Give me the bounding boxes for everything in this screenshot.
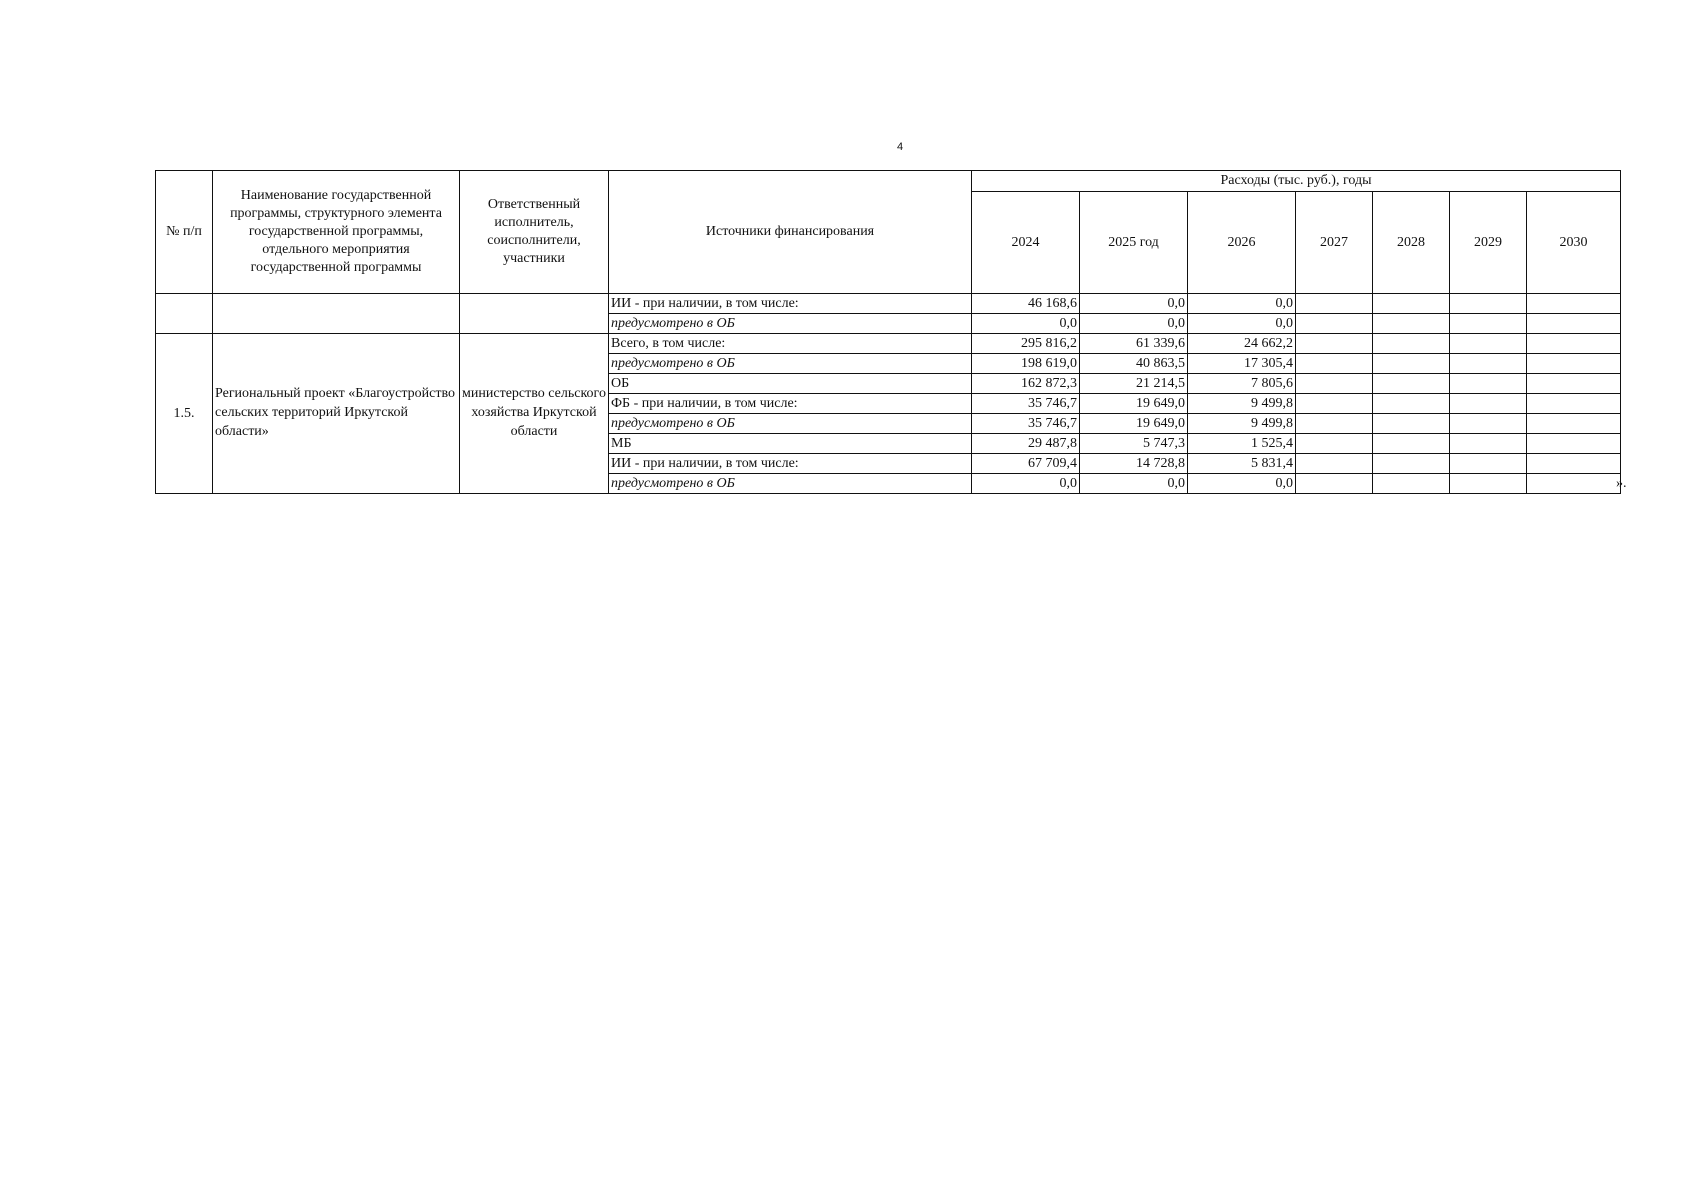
header-year-2025: 2025 год	[1080, 192, 1188, 294]
expense-value-2026: 0,0	[1188, 314, 1296, 334]
header-year-2029: 2029	[1450, 192, 1527, 294]
expense-value-2024: 162 872,3	[972, 374, 1080, 394]
expense-value-2024: 295 816,2	[972, 334, 1080, 354]
expense-value-2025: 21 214,5	[1080, 374, 1188, 394]
responsible-executor	[460, 294, 609, 334]
expense-value-2026: 9 499,8	[1188, 414, 1296, 434]
expense-value-2028	[1373, 454, 1450, 474]
table-body-1-5	[156, 334, 1621, 494]
expense-value-2025: 19 649,0	[1080, 394, 1188, 414]
expense-value-2029	[1450, 394, 1527, 414]
header-year-2026: 2026	[1188, 192, 1296, 294]
expense-value-2030	[1527, 474, 1621, 494]
expense-value-2027	[1296, 454, 1373, 474]
expense-value-2025: 40 863,5	[1080, 354, 1188, 374]
expense-value-2027	[1296, 354, 1373, 374]
expense-value-2030	[1527, 414, 1621, 434]
expense-value-2027	[1296, 294, 1373, 314]
expense-value-2028	[1373, 414, 1450, 434]
expense-value-2026: 0,0	[1188, 294, 1296, 314]
expense-value-2027	[1296, 314, 1373, 334]
expense-value-2024: 0,0	[972, 474, 1080, 494]
expense-value-2025: 5 747,3	[1080, 434, 1188, 454]
expense-value-2030	[1527, 454, 1621, 474]
expense-value-2026: 7 805,6	[1188, 374, 1296, 394]
row-number: 1.5.	[156, 334, 213, 494]
expense-value-2027	[1296, 434, 1373, 454]
expense-value-2029	[1450, 434, 1527, 454]
expense-value-2030	[1527, 434, 1621, 454]
funding-source: ИИ - при наличии, в том числе:	[609, 454, 972, 474]
funding-source: Всего, в том числе:	[609, 334, 972, 354]
funding-source: ОБ	[609, 374, 972, 394]
expense-value-2028	[1373, 374, 1450, 394]
header-year-2027: 2027	[1296, 192, 1373, 294]
expense-value-2028	[1373, 474, 1450, 494]
expense-value-2026: 9 499,8	[1188, 394, 1296, 414]
expense-value-2029	[1450, 314, 1527, 334]
expense-value-2025: 14 728,8	[1080, 454, 1188, 474]
expense-value-2029	[1450, 354, 1527, 374]
expense-value-2030	[1527, 394, 1621, 414]
header-num: № п/п	[156, 171, 213, 294]
expense-value-2028	[1373, 294, 1450, 314]
expense-value-2025: 0,0	[1080, 294, 1188, 314]
funding-source: предусмотрено в ОБ	[609, 314, 972, 334]
expense-value-2026: 1 525,4	[1188, 434, 1296, 454]
expense-value-2028	[1373, 434, 1450, 454]
expense-value-2027	[1296, 374, 1373, 394]
expense-value-2024: 67 709,4	[972, 454, 1080, 474]
header-year-2024: 2024	[972, 192, 1080, 294]
closing-quote: ».	[1616, 476, 1627, 491]
row-number	[156, 294, 213, 334]
table-row	[156, 334, 1621, 354]
expense-value-2024: 46 168,6	[972, 294, 1080, 314]
expense-value-2026: 24 662,2	[1188, 334, 1296, 354]
expense-value-2025: 19 649,0	[1080, 414, 1188, 434]
expense-value-2030	[1527, 354, 1621, 374]
table-body-prev	[156, 294, 1621, 334]
expense-value-2024: 0,0	[972, 314, 1080, 334]
expense-value-2025: 0,0	[1080, 474, 1188, 494]
expense-value-2026: 5 831,4	[1188, 454, 1296, 474]
expense-value-2029	[1450, 454, 1527, 474]
budget-table	[155, 170, 1621, 494]
program-name: Региональный проект «Благоустройство сельских территорий Иркутской области»	[213, 334, 460, 494]
expense-value-2024: 35 746,7	[972, 394, 1080, 414]
expense-value-2030	[1527, 294, 1621, 314]
expense-value-2029	[1450, 294, 1527, 314]
expense-value-2029	[1450, 334, 1527, 354]
expense-value-2026: 0,0	[1188, 474, 1296, 494]
expense-value-2027	[1296, 474, 1373, 494]
expense-value-2030	[1527, 314, 1621, 334]
expense-value-2024: 198 619,0	[972, 354, 1080, 374]
header-year-2030: 2030	[1527, 192, 1621, 294]
expense-value-2030	[1527, 334, 1621, 354]
expense-value-2029	[1450, 474, 1527, 494]
header-sources: Источники финансирования	[609, 171, 972, 294]
expense-value-2028	[1373, 394, 1450, 414]
table-row	[156, 294, 1621, 314]
header-name: Наименование государственной программы, структурного элемента государственной программы, отдельного мероприятия государственной программы	[213, 171, 460, 294]
funding-source: ФБ - при наличии, в том числе:	[609, 394, 972, 414]
funding-source: ИИ - при наличии, в том числе:	[609, 294, 972, 314]
header-year-2028: 2028	[1373, 192, 1450, 294]
header-responsible: Ответственный исполнитель, соисполнители, участники	[460, 171, 609, 294]
expense-value-2029	[1450, 414, 1527, 434]
expense-value-2025: 0,0	[1080, 314, 1188, 334]
funding-source: МБ	[609, 434, 972, 454]
expense-value-2025: 61 339,6	[1080, 334, 1188, 354]
responsible-executor: министерство сельского хозяйства Иркутской области	[460, 334, 609, 494]
expense-value-2024: 29 487,8	[972, 434, 1080, 454]
expense-value-2028	[1373, 314, 1450, 334]
header-expenses: Расходы (тыс. руб.), годы	[972, 171, 1621, 192]
expense-value-2028	[1373, 354, 1450, 374]
expense-value-2026: 17 305,4	[1188, 354, 1296, 374]
expense-value-2029	[1450, 374, 1527, 394]
expense-value-2027	[1296, 414, 1373, 434]
funding-source: предусмотрено в ОБ	[609, 354, 972, 374]
program-name	[213, 294, 460, 334]
expense-value-2027	[1296, 394, 1373, 414]
expense-value-2030	[1527, 374, 1621, 394]
funding-source: предусмотрено в ОБ	[609, 474, 972, 494]
funding-source: предусмотрено в ОБ	[609, 414, 972, 434]
expense-value-2027	[1296, 334, 1373, 354]
expense-value-2024: 35 746,7	[972, 414, 1080, 434]
page-number: 4	[896, 141, 904, 153]
expense-value-2028	[1373, 334, 1450, 354]
